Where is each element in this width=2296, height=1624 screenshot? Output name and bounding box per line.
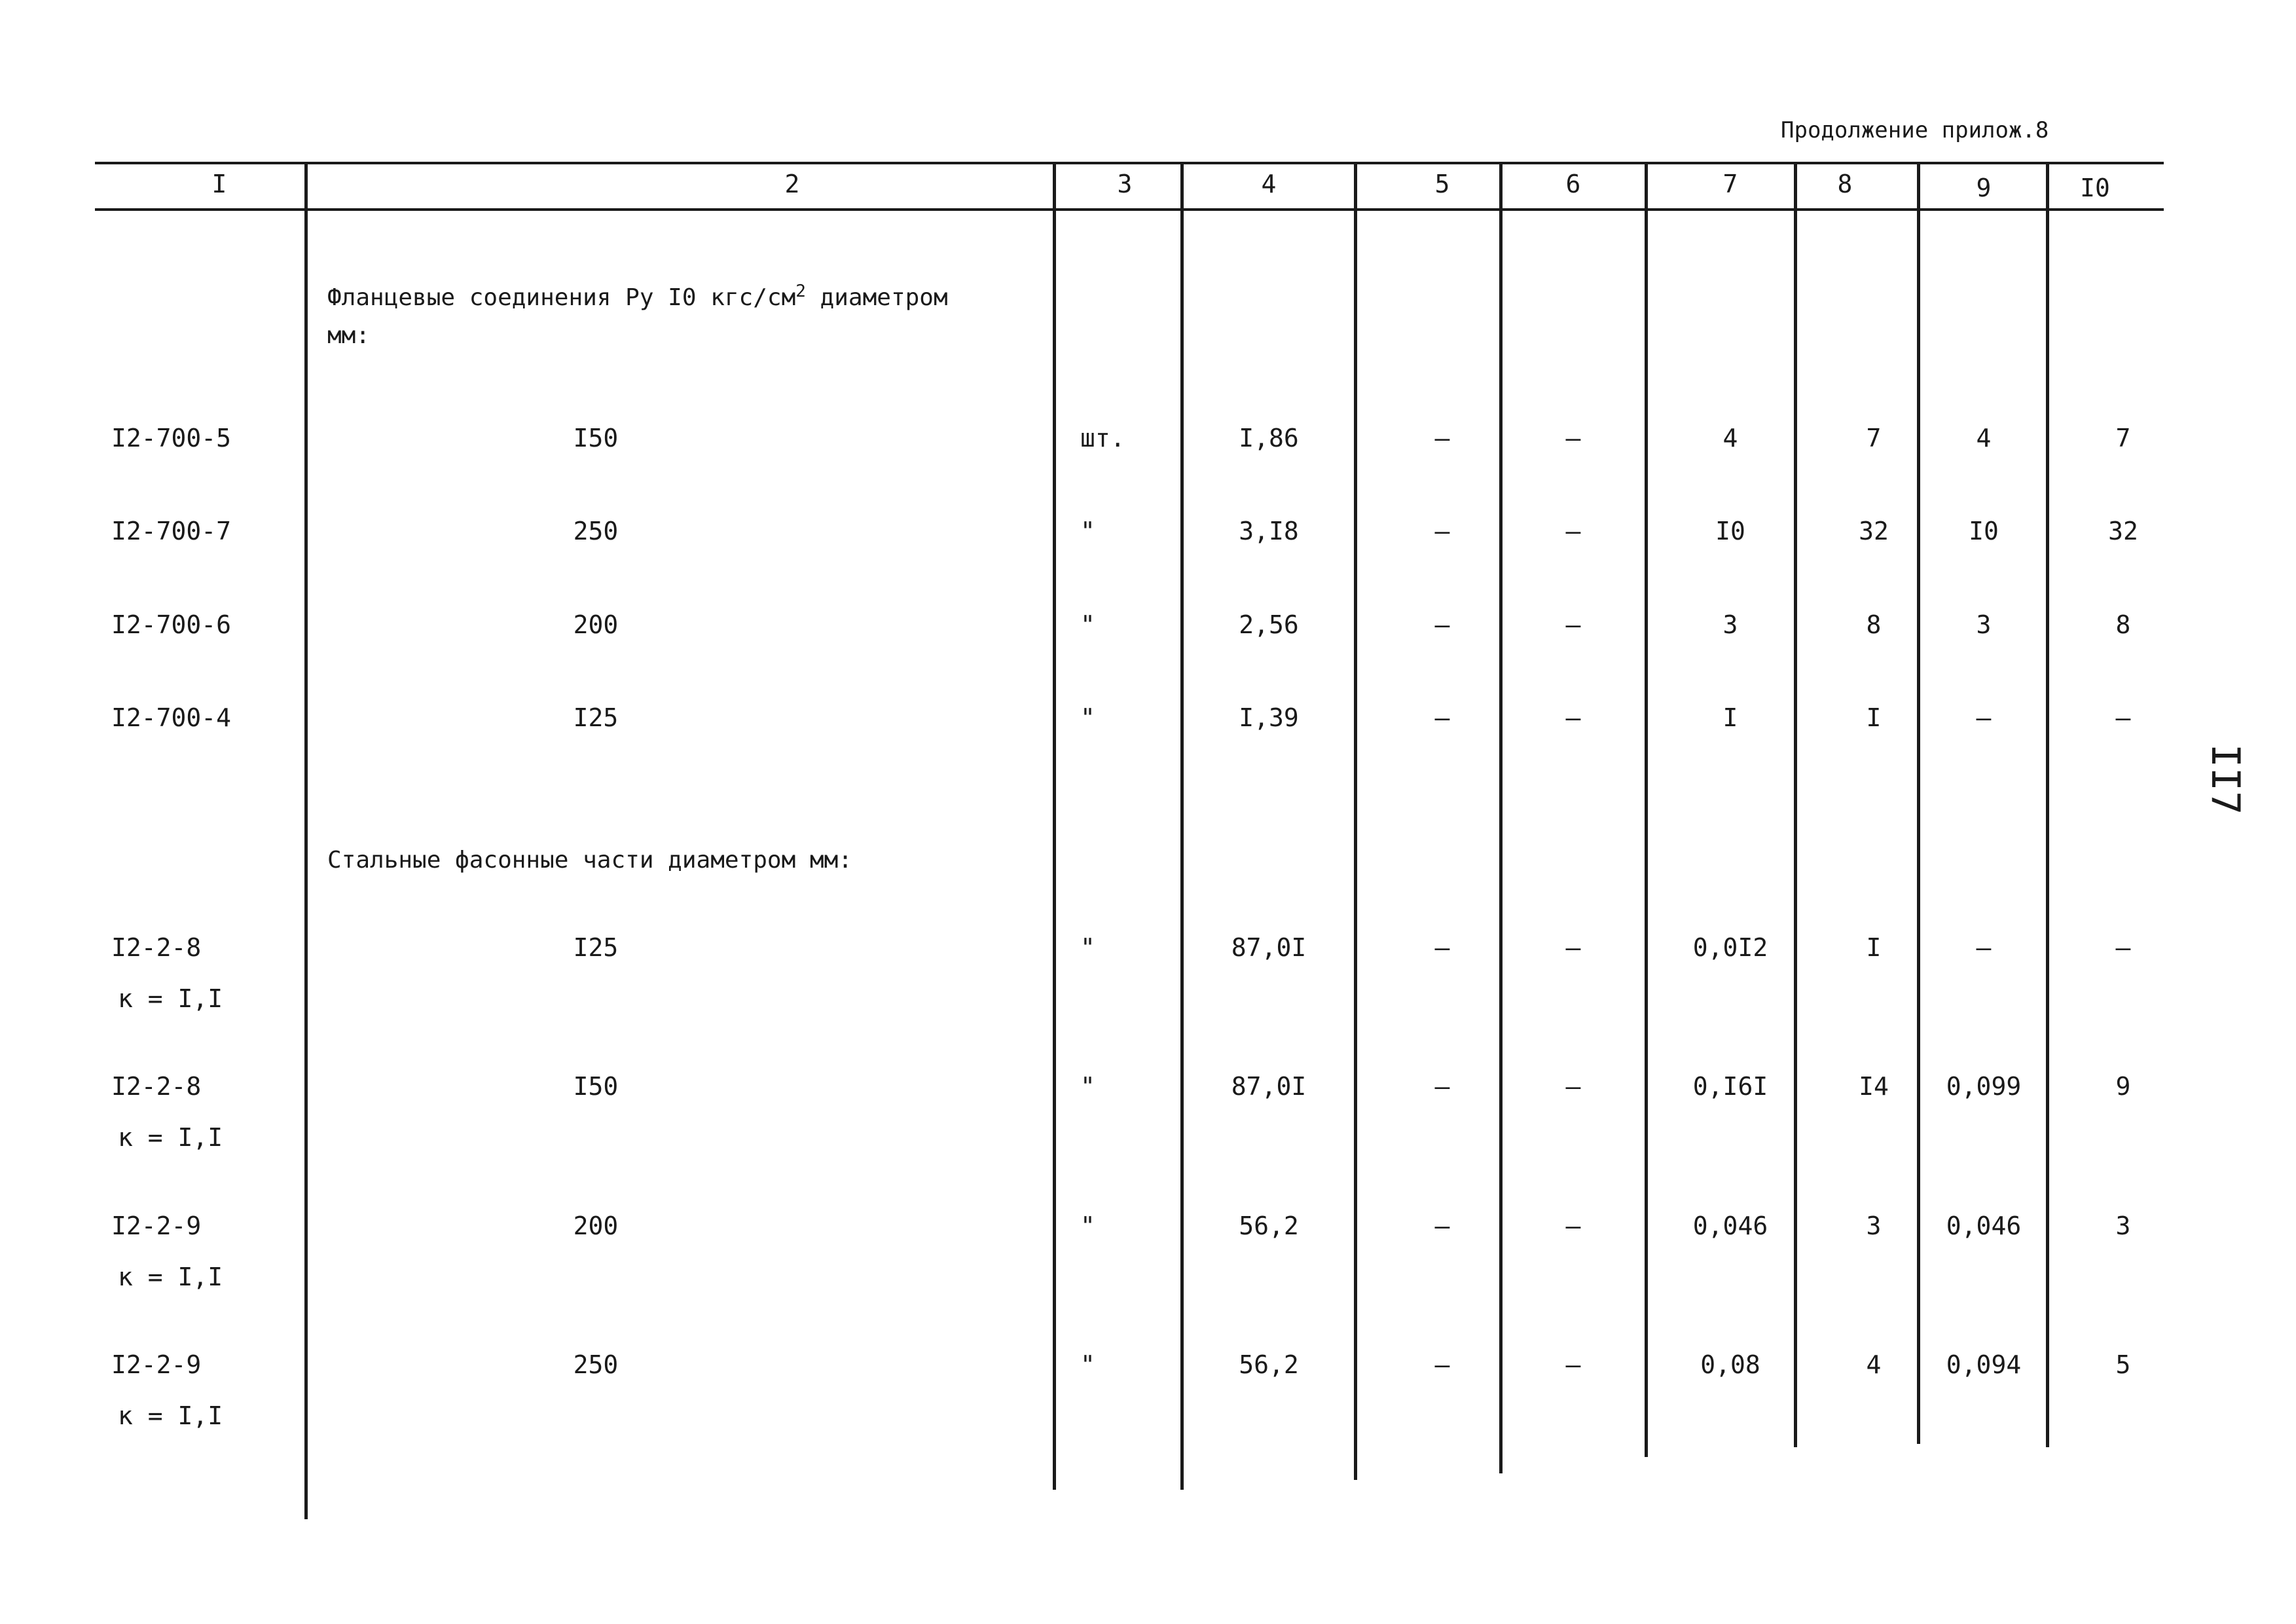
col-divider-2 xyxy=(1053,164,1056,1490)
cell-c5: – xyxy=(1434,703,1450,732)
col-divider-1 xyxy=(304,164,308,1519)
cell-c10: – xyxy=(2115,703,2131,732)
cell-code: I2-2-8 xyxy=(111,933,202,962)
cell-c3: " xyxy=(1080,933,1095,962)
cell-code: I2-2-9 xyxy=(111,1211,202,1240)
cell-c7: 0,0I2 xyxy=(1692,933,1768,962)
page-number: II7 xyxy=(2202,743,2249,815)
cell-c2: 250 xyxy=(573,1350,619,1379)
cell-c6: – xyxy=(1565,703,1581,732)
cell-c6: – xyxy=(1565,517,1581,545)
cell-c7: I0 xyxy=(1715,517,1745,545)
col-divider-4 xyxy=(1354,164,1357,1480)
cell-c5: – xyxy=(1434,933,1450,962)
cell-c3: " xyxy=(1080,610,1095,639)
cell-c10: 5 xyxy=(2115,1350,2131,1379)
cell-c7: 0,I6I xyxy=(1692,1072,1768,1101)
cell-c9: 0,046 xyxy=(1946,1211,2022,1240)
cell-c3: " xyxy=(1080,1211,1095,1240)
col-header-3: 3 xyxy=(1117,170,1133,198)
cell-c4: I,86 xyxy=(1239,424,1299,452)
cell-c10: 7 xyxy=(2115,424,2131,452)
continuation-note: Продолжение прилож.8 xyxy=(1781,117,2049,143)
col-header-7: 7 xyxy=(1722,170,1738,198)
cell-code: I2-700-7 xyxy=(111,517,232,545)
col-header-10: I0 xyxy=(2080,174,2110,202)
cell-c9: I0 xyxy=(1969,517,1999,545)
cell-c9: – xyxy=(1976,933,1992,962)
cell-c10: – xyxy=(2115,933,2131,962)
section-title-flanges-sup: 2 xyxy=(795,282,806,301)
cell-code: I2-2-8 xyxy=(111,1072,202,1101)
section-title-flanges xyxy=(327,278,948,354)
cell-c3: " xyxy=(1080,1350,1095,1379)
cell-c8: 4 xyxy=(1866,1350,1882,1379)
cell-c5: – xyxy=(1434,1211,1450,1240)
cell-c6: – xyxy=(1565,933,1581,962)
cell-c6: – xyxy=(1565,1211,1581,1240)
cell-c10: 9 xyxy=(2115,1072,2131,1101)
cell-c2: I50 xyxy=(573,1072,619,1101)
cell-c9: 4 xyxy=(1976,424,1992,452)
cell-c9: 0,094 xyxy=(1946,1350,2022,1379)
cell-c8: I xyxy=(1866,933,1882,962)
cell-c8: 3 xyxy=(1866,1211,1882,1240)
cell-c8: 7 xyxy=(1866,424,1882,452)
cell-c8: 32 xyxy=(1859,517,1889,545)
cell-c8: I xyxy=(1866,703,1882,732)
cell-c8: 8 xyxy=(1866,610,1882,639)
cell-c7: I xyxy=(1722,703,1738,732)
cell-c10: 32 xyxy=(2108,517,2138,545)
cell-c5: – xyxy=(1434,610,1450,639)
cell-c2: 250 xyxy=(573,517,619,545)
cell-coefficient: к = I,I xyxy=(118,1263,223,1291)
col-header-4: 4 xyxy=(1261,170,1277,198)
cell-c2: I25 xyxy=(573,933,619,962)
cell-c4: 3,I8 xyxy=(1239,517,1299,545)
cell-c5: – xyxy=(1434,1072,1450,1101)
cell-c4: 56,2 xyxy=(1239,1211,1299,1240)
col-header-1: I xyxy=(211,170,227,198)
cell-c10: 8 xyxy=(2115,610,2131,639)
col-divider-5 xyxy=(1499,164,1503,1473)
cell-c5: – xyxy=(1434,517,1450,545)
col-header-8: 8 xyxy=(1837,170,1853,198)
cell-c6: – xyxy=(1565,610,1581,639)
cell-c5: – xyxy=(1434,1350,1450,1379)
cell-coefficient: к = I,I xyxy=(118,1123,223,1152)
cell-c4: 2,56 xyxy=(1239,610,1299,639)
cell-c3: " xyxy=(1080,703,1095,732)
cell-c9: 0,099 xyxy=(1946,1072,2022,1101)
cell-c6: – xyxy=(1565,1072,1581,1101)
col-divider-6 xyxy=(1645,164,1648,1457)
cell-c8: I4 xyxy=(1859,1072,1889,1101)
cell-c4: 87,0I xyxy=(1231,933,1307,962)
cell-code: I2-700-5 xyxy=(111,424,232,452)
col-header-2: 2 xyxy=(784,170,800,198)
cell-c7: 0,08 xyxy=(1700,1350,1760,1379)
cell-coefficient: к = I,I xyxy=(118,1401,223,1430)
cell-c2: 200 xyxy=(573,1211,619,1240)
cell-c4: 56,2 xyxy=(1239,1350,1299,1379)
cell-c9: 3 xyxy=(1976,610,1992,639)
header-top-rule xyxy=(95,162,2164,164)
cell-c6: – xyxy=(1565,1350,1581,1379)
col-header-9: 9 xyxy=(1976,174,1992,202)
cell-code: I2-700-6 xyxy=(111,610,232,639)
cell-c5: – xyxy=(1434,424,1450,452)
section-title-flanges-tail: диаметром xyxy=(805,284,948,311)
cell-c3: " xyxy=(1080,517,1095,545)
cell-coefficient: к = I,I xyxy=(118,984,223,1013)
col-divider-3 xyxy=(1180,164,1184,1490)
col-header-5: 5 xyxy=(1434,170,1450,198)
cell-c2: I50 xyxy=(573,424,619,452)
cell-code: I2-700-4 xyxy=(111,703,232,732)
col-divider-9 xyxy=(2046,164,2049,1447)
section-title-flanges-line2: мм: xyxy=(327,322,371,349)
cell-c2: 200 xyxy=(573,610,619,639)
cell-c7: 3 xyxy=(1722,610,1738,639)
cell-c7: 4 xyxy=(1722,424,1738,452)
section-title-fittings: Стальные фасонные части диаметром мм: xyxy=(327,847,852,874)
col-header-6: 6 xyxy=(1565,170,1581,198)
cell-c3: " xyxy=(1080,1072,1095,1101)
cell-c9: – xyxy=(1976,703,1992,732)
col-divider-8 xyxy=(1917,164,1920,1444)
cell-c7: 0,046 xyxy=(1692,1211,1768,1240)
header-bottom-rule xyxy=(95,208,2164,211)
cell-c2: I25 xyxy=(573,703,619,732)
cell-code: I2-2-9 xyxy=(111,1350,202,1379)
cell-c10: 3 xyxy=(2115,1211,2131,1240)
cell-c4: I,39 xyxy=(1239,703,1299,732)
cell-c6: – xyxy=(1565,424,1581,452)
cell-c3: шт. xyxy=(1080,424,1125,452)
section-title-flanges-text: Фланцевые соединения Ру I0 кгс/см xyxy=(327,284,796,311)
cell-c4: 87,0I xyxy=(1231,1072,1307,1101)
col-divider-7 xyxy=(1794,164,1797,1447)
